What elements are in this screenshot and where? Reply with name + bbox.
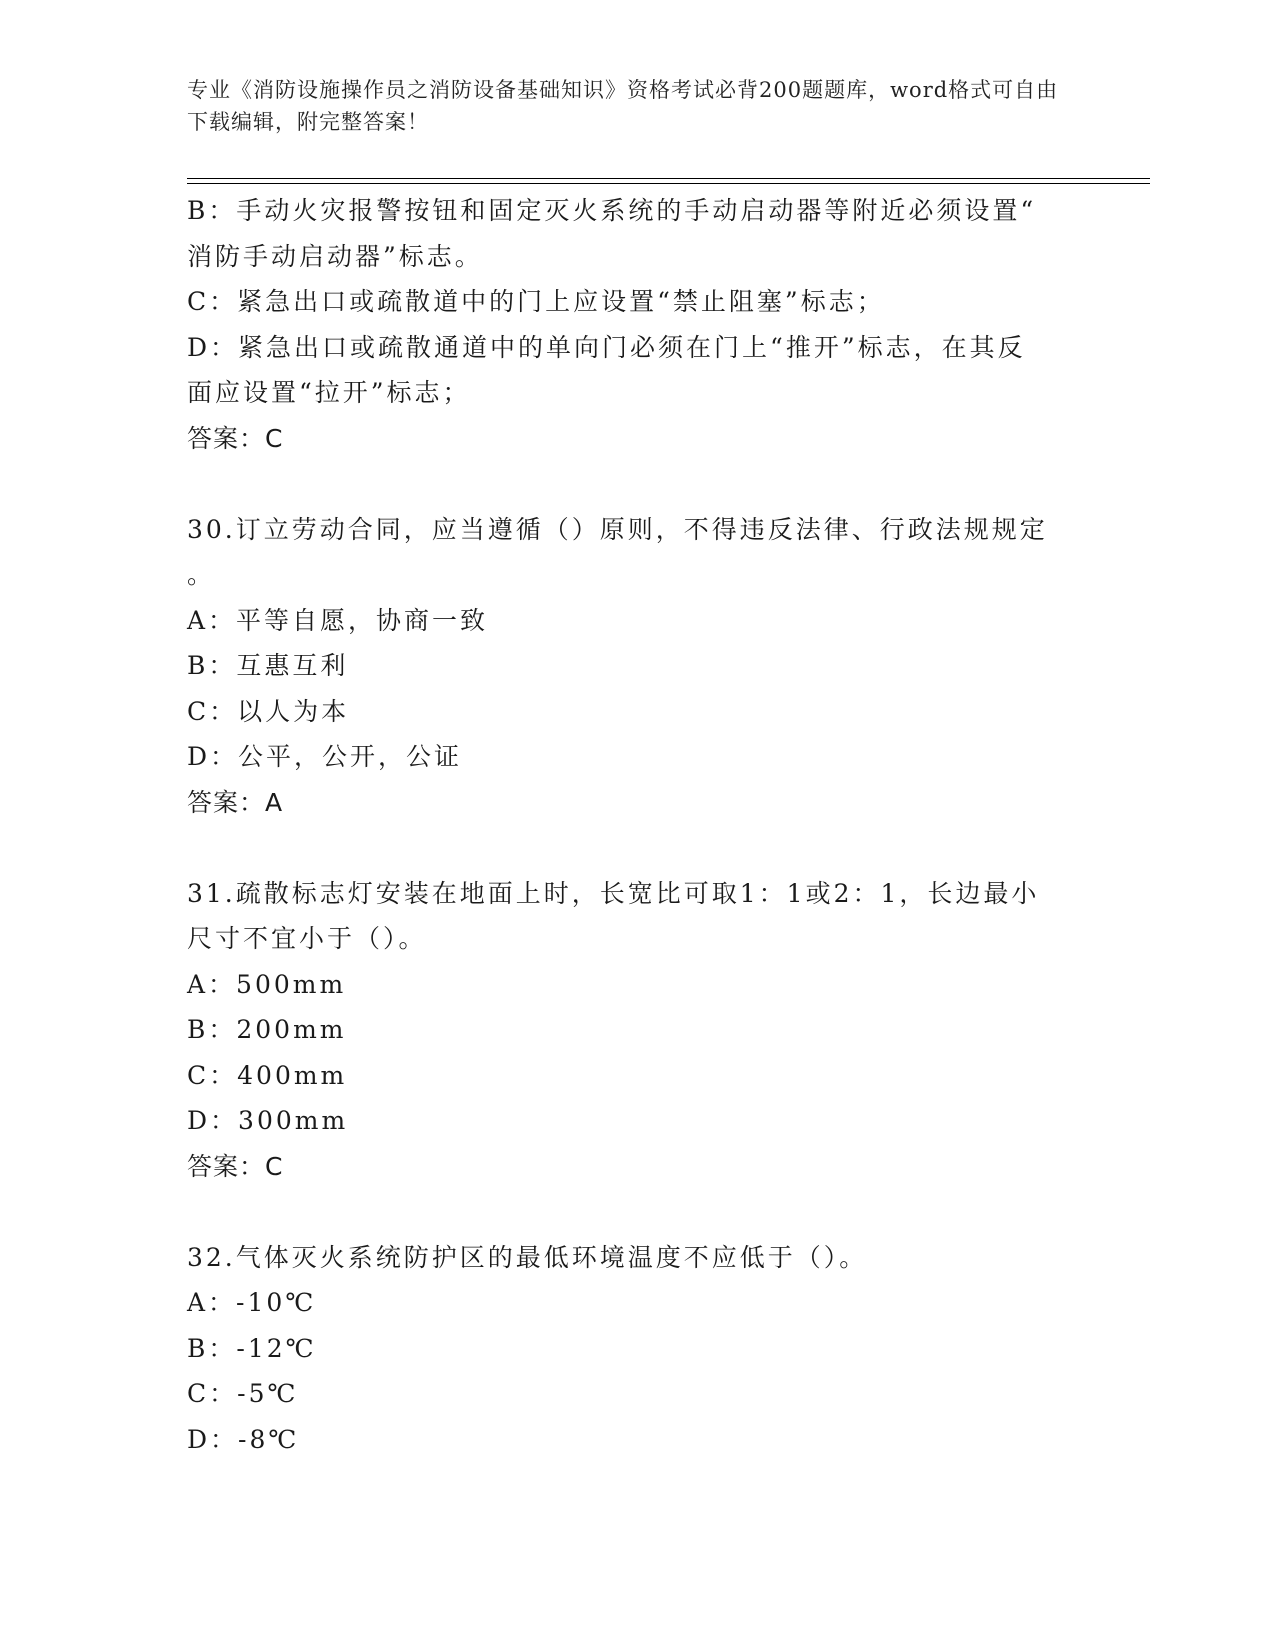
question-32 xyxy=(187,1235,1087,1463)
answer-line: 答案：A xyxy=(187,787,284,817)
question-31 xyxy=(187,871,1087,1190)
option-d: D：公平，公开，公证 xyxy=(187,742,463,771)
option-b: B：200mm xyxy=(187,1015,347,1044)
question-stem-line: 30.订立劳动合同，应当遵循（）原则，不得违反法律、行政法规规定 xyxy=(187,514,1048,544)
question-stem-line: 尺寸不宜小于（）。 xyxy=(187,924,427,953)
option-line: B：手动火灾报警按钮和固定灭火系统的手动启动器等附近必须设置“ xyxy=(187,196,1037,225)
document-body xyxy=(187,188,1087,1462)
option-line: D：紧急出口或疏散通道中的单向门必须在门上“推开”标志，在其反 xyxy=(187,332,1026,362)
question-stem-line: 31.疏散标志灯安装在地面上时，长宽比可取1：1或2：1，长边最小 xyxy=(187,878,1040,908)
option-a: A：平等自愿，协商一致 xyxy=(187,605,489,635)
option-line: 面应设置“拉开”标志； xyxy=(187,378,471,407)
header-divider-bottom xyxy=(187,183,1150,184)
option-c: C：400mm xyxy=(187,1060,348,1090)
page-header: 专业《消防设施操作员之消防设备基础知识》资格考试必背200题题库，word格式可自由下载编辑，附完整答案！ xyxy=(187,78,1059,134)
answer-line: 答案：C xyxy=(187,1151,284,1181)
option-d: D：-8℃ xyxy=(187,1424,300,1454)
option-a: A：500mm xyxy=(187,969,347,999)
carryover-option-d xyxy=(187,325,1087,416)
header-divider-top xyxy=(187,178,1150,179)
answer-line: 答案：C xyxy=(187,423,284,453)
carryover-option-b xyxy=(187,188,1087,279)
option-d: D：300mm xyxy=(187,1106,349,1135)
question-stem-line: 32.气体灭火系统防护区的最低环境温度不应低于（）。 xyxy=(187,1242,868,1272)
option-c: C：-5℃ xyxy=(187,1379,299,1408)
option-c: C：以人为本 xyxy=(187,696,350,726)
question-30 xyxy=(187,507,1087,826)
option-b: B：-12℃ xyxy=(187,1333,317,1363)
option-b: B：互惠互利 xyxy=(187,651,349,680)
question-stem-line: 。 xyxy=(187,560,216,589)
option-line: 消防手动启动器”标志。 xyxy=(187,241,483,271)
option-a: A：-10℃ xyxy=(187,1288,317,1317)
option-line: C：紧急出口或疏散道中的门上应设置“禁止阻塞”标志； xyxy=(187,287,885,316)
carryover-option-c xyxy=(187,279,1087,325)
